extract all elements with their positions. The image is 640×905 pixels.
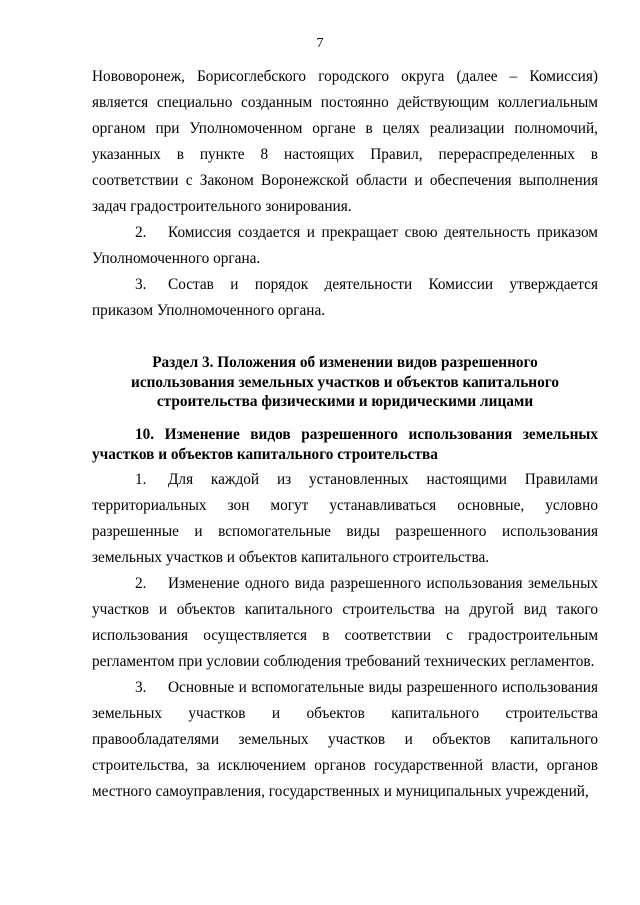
clause-paragraph xyxy=(92,272,598,324)
section-heading-line: строительства физическими и юридическими лицами xyxy=(156,393,534,410)
article-heading: 10. Изменение видов разрешенного использования земельных участков и объектов капитального строительства xyxy=(92,426,598,463)
clause-paragraph xyxy=(92,467,598,571)
lower-text-block xyxy=(92,467,598,805)
clause-text: Изменение одного вида разрешенного использования земельных участков и объектов капитального строительства на другой вид такого использования осуществляется в соответствии с градостроительным регламентом при условии соблюдения требований технических регламентов. xyxy=(92,575,598,670)
page-number: 7 xyxy=(316,36,324,51)
clause-paragraph xyxy=(92,220,598,272)
clause-number: 3. xyxy=(135,276,147,293)
clause-text: Состав и порядок деятельности Комиссии утверждается приказом Уполномоченного органа. xyxy=(92,276,598,319)
clause-number: 3. xyxy=(135,679,147,696)
clause-number: 2. xyxy=(135,224,147,241)
clause-number: 1. xyxy=(135,471,147,488)
intro-paragraph: Нововоронеж, Борисоглебского городского округа (далее – Комиссия) является специально созданным постоянно действующим коллегиальным органом при Уполномоченном органе в целях реализации полномочий, указанных в пункте 8 настоящих Правил, перераспределенных в соответствии с Законом Воронежской области и обеспечения выполнения задач градостроительного зонирования. xyxy=(92,68,598,215)
clause-number: 2. xyxy=(135,575,147,592)
clause-text: Основные и вспомогательные виды разрешенного использования земельных участков и объектов капитального строительства правообладателями земельных участков и объектов капитального строительства, за исключением органов государственной власти, органов местного самоуправления, государственных и муниципальных учреждений, xyxy=(92,679,598,800)
clause-paragraph xyxy=(92,675,598,805)
section-heading-line: использования земельных участков и объектов капитального xyxy=(131,373,559,391)
section-heading xyxy=(92,353,598,412)
section-heading-line: Раздел 3. Положения об изменении видов разрешенного xyxy=(152,354,538,371)
clause-paragraph xyxy=(92,571,598,675)
upper-text-block xyxy=(92,64,598,324)
clause-text: Для каждой из установленных настоящими Правилами территориальных зон могут устанавливаться основные, условно разрешенные и вспомогательные виды разрешенного использования земельных участков и объектов капитального строительства. xyxy=(92,471,598,566)
clause-text: Комиссия создается и прекращает свою деятельность приказом Уполномоченного органа. xyxy=(92,224,598,267)
